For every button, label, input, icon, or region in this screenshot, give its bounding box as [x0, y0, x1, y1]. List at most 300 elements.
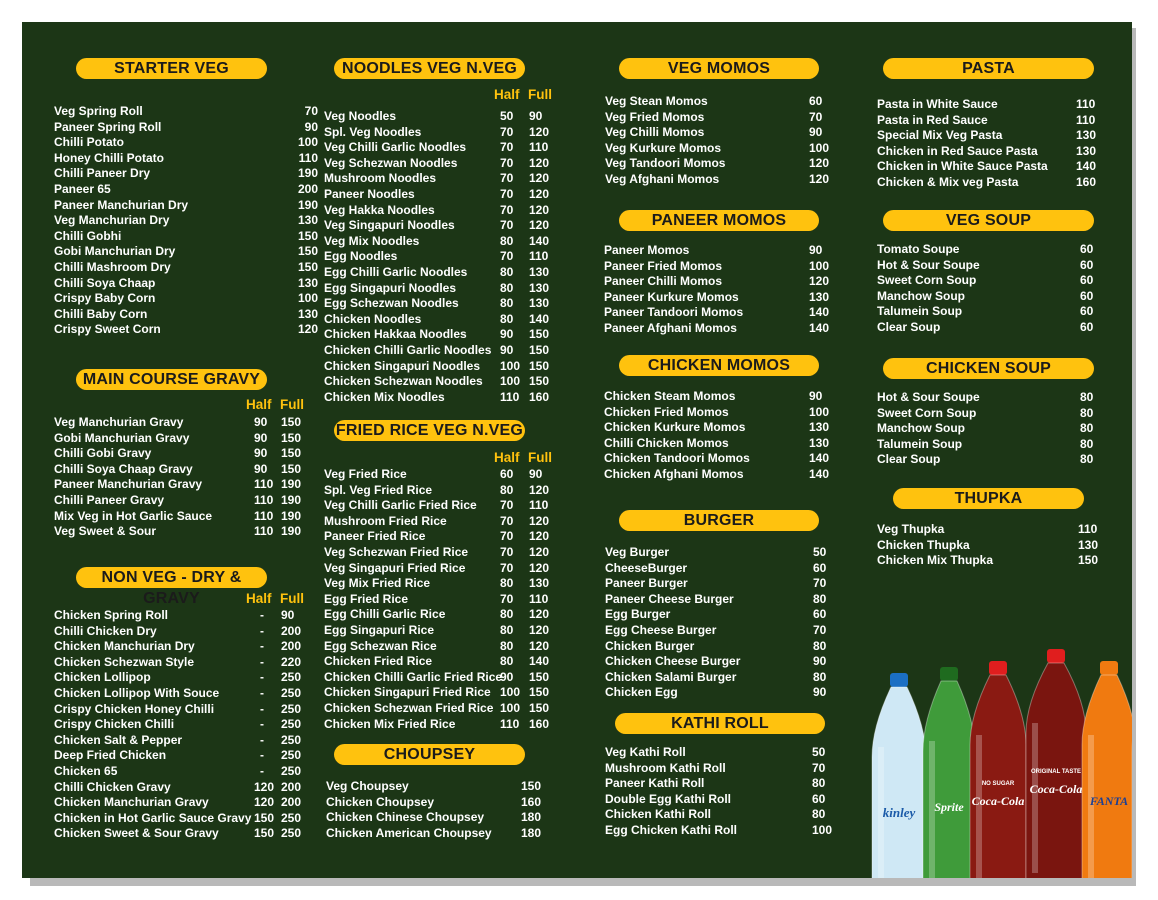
menu-item-name: Paneer Fried Momos — [604, 258, 723, 273]
bottle-4 — [1026, 649, 1086, 878]
menu-item-name: Chicken Hakkaa Noodles — [324, 327, 467, 342]
menu-item-name: Sweet Corn Soup — [877, 273, 977, 288]
menu-item-price: 190 — [297, 197, 318, 212]
menu-item-name: Chicken Salami Burger — [605, 669, 737, 684]
menu-item-half-price: 70 — [500, 529, 514, 544]
menu-item-name: Chicken Spring Roll — [54, 608, 169, 622]
menu-item-name: Chicken Manchurian Gravy — [54, 795, 209, 810]
menu-item-full-price: 110 — [529, 591, 549, 606]
half-label: Half — [494, 87, 520, 102]
menu-item-half-price: 90 — [254, 415, 268, 429]
menu-item-name: Veg Tandoori Momos — [605, 156, 726, 171]
menu-item-price: 70 — [809, 109, 823, 124]
menu-item-name: Egg Singapuri Noodles — [324, 280, 457, 295]
menu-item-name: Hot & Sour Soupe — [877, 390, 980, 404]
menu-item-name: Paneer Cheese Burger — [605, 591, 734, 606]
menu-item-price: 60 — [1080, 273, 1094, 288]
menu-item-half-price: 90 — [500, 669, 514, 684]
menu-item-full-price: 250 — [281, 826, 302, 841]
menu-item-full-price: 120 — [529, 124, 550, 139]
menu-item-name: Veg Kathi Roll — [605, 745, 686, 759]
menu-item-price: 140 — [809, 451, 830, 466]
menu-item-name: Veg Afghani Momos — [605, 171, 720, 186]
menu-item-price: 190 — [297, 166, 318, 181]
menu-item-name: Manchow Soup — [877, 421, 965, 436]
menu-item-full-price: 120 — [529, 186, 550, 201]
menu-item-price: 60 — [1080, 288, 1094, 303]
menu-item-name: Chicken Burger — [605, 638, 695, 653]
soft-drink-bottles-image — [850, 647, 1132, 878]
section-title-main-course-gravy: MAIN COURSE GRAVY — [76, 369, 267, 390]
menu-item-name: Veg Singapuri Noodles — [324, 218, 455, 233]
menu-item-full-price: 150 — [529, 685, 550, 700]
menu-item-price: 140 — [1076, 159, 1097, 174]
menu-item-half-price: 80 — [500, 576, 514, 591]
menu-item-full-price: 150 — [529, 669, 550, 684]
menu-item-name: Honey Chilli Potato — [54, 150, 165, 165]
menu-item-price: 150 — [1078, 553, 1099, 568]
menu-item-price: 130 — [297, 275, 318, 290]
menu-item-name: Double Egg Kathi Roll — [605, 791, 731, 806]
bottle-brand-text: Coca-Cola — [971, 794, 1025, 808]
menu-item-price: 160 — [1076, 174, 1097, 189]
menu-item-name: Egg Schezwan Noodles — [324, 296, 459, 311]
menu-item-full-price: 110 — [529, 140, 549, 155]
menu-item-half-price: 70 — [500, 155, 514, 170]
menu-item-name: Chilli Baby Corn — [54, 306, 148, 321]
menu-item-half-price: 110 — [254, 524, 274, 539]
menu-item-price: 130 — [1076, 128, 1097, 143]
menu-item-name: Veg Manchurian Dry — [54, 213, 170, 228]
menu-item-full-price: 150 — [529, 374, 550, 389]
menu-item-half-price: 90 — [500, 327, 514, 342]
bottle-brand-text: Sprite — [934, 800, 964, 814]
menu-item-name: Paneer Noodles — [324, 186, 415, 201]
menu-item-half-price: 110 — [254, 508, 274, 523]
bottle-1 — [872, 673, 926, 878]
menu-item-name: Veg Sweet & Sour — [54, 524, 157, 539]
menu-item-name: Egg Cheese Burger — [605, 622, 717, 637]
menu-item-name: Chicken Choupsey — [326, 794, 435, 809]
menu-item-price: 100 — [809, 140, 830, 155]
menu-item-full-price: 120 — [529, 560, 550, 575]
menu-item-half-price: - — [260, 670, 264, 685]
menu-item-name: Special Mix Veg Pasta — [877, 128, 1003, 143]
menu-item-price: 200 — [297, 181, 318, 196]
menu-item-full-price: 90 — [529, 467, 543, 481]
menu-item-name: Veg Fried Momos — [605, 109, 705, 124]
menu-item-name: Chicken Noodles — [324, 311, 422, 326]
menu-item-half-price: 80 — [500, 638, 514, 653]
menu-item-price: 90 — [809, 243, 823, 257]
menu-item-name: Paneer Afghani Momos — [604, 320, 737, 335]
section-title-paneer-momos: PANEER MOMOS — [619, 210, 819, 231]
menu-item-price: 80 — [813, 638, 827, 653]
menu-item-half-price: 100 — [500, 700, 521, 715]
menu-item-half-price: 70 — [500, 249, 514, 264]
menu-item-full-price: 120 — [529, 638, 550, 653]
menu-item-full-price: 120 — [529, 218, 550, 233]
menu-item-name: Talumein Soup — [877, 304, 963, 319]
menu-item-price: 130 — [809, 289, 830, 304]
menu-item-name: CheeseBurger — [605, 560, 688, 575]
menu-item-name: Chicken in Hot Garlic Sauce Gravy — [54, 810, 252, 825]
full-label: Full — [528, 450, 552, 465]
menu-item-price: 80 — [1080, 436, 1094, 451]
menu-item-name: Veg Chilli Garlic Fried Rice — [324, 498, 477, 513]
menu-item-half-price: 80 — [500, 482, 514, 497]
menu-item-name: Chicken Mix Thupka — [877, 553, 994, 568]
menu-item-full-price: 90 — [281, 608, 295, 622]
menu-item-name: Paneer Chilli Momos — [604, 274, 723, 289]
section-title-starter-veg: STARTER VEG — [76, 58, 267, 79]
menu-item-name: Gobi Manchurian Gravy — [54, 430, 190, 445]
menu-item-name: Veg Mix Noodles — [324, 233, 420, 248]
menu-item-name: Chicken Schezwan Noodles — [324, 374, 483, 389]
menu-item-full-price: 120 — [529, 202, 550, 217]
menu-item-price: 150 — [297, 259, 318, 274]
full-label: Full — [528, 87, 552, 102]
menu-item-half-price: 150 — [254, 826, 275, 841]
menu-item-name: Veg Burger — [605, 545, 670, 559]
menu-item-name: Chicken 65 — [54, 763, 118, 778]
menu-item-name: Chilli Mashroom Dry — [54, 259, 171, 274]
menu-item-half-price: 80 — [500, 311, 514, 326]
menu-item-name: Chicken Mix Noodles — [324, 389, 445, 404]
menu-item-price: 120 — [809, 171, 830, 186]
menu-item-full-price: 130 — [529, 296, 550, 311]
menu-item-name: Tomato Soupe — [877, 242, 960, 256]
menu-item-price: 90 — [813, 685, 827, 700]
menu-item-price: 110 — [1076, 112, 1096, 127]
menu-item-name: Veg Stean Momos — [605, 94, 708, 108]
bottle-badge-text: ORIGINAL TASTE — [1030, 769, 1082, 775]
menu-item-half-price: 70 — [500, 124, 514, 139]
menu-item-half-price: 70 — [500, 560, 514, 575]
menu-item-full-price: 120 — [529, 529, 550, 544]
menu-item-price: 80 — [1080, 452, 1094, 467]
menu-item-name: Spl. Veg Fried Rice — [324, 482, 433, 497]
menu-item-name: Deep Fried Chicken — [54, 748, 167, 763]
menu-item-name: Egg Chicken Kathi Roll — [605, 822, 738, 837]
menu-item-half-price: 60 — [500, 467, 514, 481]
section-title-non-veg: NON VEG - DRY & GRAVY — [76, 567, 267, 588]
menu-item-full-price: 140 — [529, 233, 550, 248]
section-title-chicken-momos: CHICKEN MOMOS — [619, 355, 819, 376]
menu-item-full-price: 120 — [529, 513, 550, 528]
menu-item-price: 140 — [809, 305, 830, 320]
menu-item-name: Chicken Schezwan Style — [54, 654, 195, 669]
menu-item-price: 110 — [1076, 97, 1096, 111]
menu-item-name: Chilli Chicken Dry — [54, 623, 157, 638]
menu-item-price: 70 — [813, 576, 827, 591]
full-label: Full — [280, 397, 304, 412]
menu-item-name: Chicken Tandoori Momos — [604, 451, 750, 466]
menu-item-price: 80 — [1080, 390, 1094, 404]
menu-item-name: Veg Manchurian Gravy — [54, 415, 184, 429]
menu-item-price: 80 — [813, 669, 827, 684]
menu-item-name: Chilli Soya Chaap — [54, 275, 156, 290]
menu-item-full-price: 150 — [281, 461, 302, 476]
menu-item-half-price: 80 — [500, 264, 514, 279]
menu-item-price: 130 — [297, 213, 318, 228]
menu-item-name: Paneer Tandoori Momos — [604, 305, 744, 320]
menu-item-name: Chicken Lollipop — [54, 670, 151, 685]
menu-item-full-price: 120 — [529, 482, 550, 497]
menu-item-name: Paneer Kathi Roll — [605, 776, 705, 791]
menu-item-half-price: 110 — [254, 492, 274, 507]
menu-item-half-price: - — [260, 685, 264, 700]
menu-item-name: Chicken Afghani Momos — [604, 466, 744, 481]
full-label: Full — [280, 591, 304, 606]
menu-item-name: Egg Chilli Garlic Noodles — [324, 264, 468, 279]
menu-item-half-price: - — [260, 748, 264, 763]
menu-item-price: 100 — [809, 258, 830, 273]
menu-item-half-price: 70 — [500, 544, 514, 559]
menu-item-name: Chilli Potato — [54, 135, 124, 150]
menu-item-price: 100 — [297, 135, 318, 150]
bottle-3 — [970, 661, 1026, 878]
menu-item-name: Chicken Fried Momos — [604, 404, 729, 419]
menu-item-price: 150 — [297, 244, 318, 259]
menu-item-price: 60 — [813, 607, 827, 622]
section-title-kathi-roll: KATHI ROLL — [615, 713, 825, 734]
menu-item-name: Clear Soup — [877, 452, 941, 467]
menu-item-price: 80 — [1080, 421, 1094, 436]
menu-item-name: Egg Fried Rice — [324, 591, 409, 606]
menu-item-full-price: 150 — [529, 327, 550, 342]
bottle-brand-text: FANTA — [1089, 794, 1129, 808]
menu-item-full-price: 190 — [281, 508, 302, 523]
menu-item-name: Mushroom Fried Rice — [324, 513, 447, 528]
menu-item-name: Chicken Salt & Pepper — [54, 732, 183, 747]
menu-item-half-price: 110 — [254, 477, 274, 492]
menu-item-name: Mix Veg in Hot Garlic Sauce — [54, 508, 213, 523]
menu-item-name: Veg Chilli Momos — [605, 125, 705, 140]
menu-item-name: Veg Fried Rice — [324, 467, 407, 481]
menu-item-price: 60 — [813, 560, 827, 575]
menu-item-price: 60 — [1080, 257, 1094, 272]
menu-item-name: Paneer Momos — [604, 243, 690, 257]
menu-item-name: Chilli Gobi Gravy — [54, 446, 152, 461]
menu-item-price: 90 — [304, 119, 318, 134]
menu-item-half-price: 70 — [500, 171, 514, 186]
menu-item-name: Veg Kurkure Momos — [605, 140, 722, 155]
menu-item-price: 180 — [521, 825, 542, 840]
bottle-brand-text: kinley — [882, 805, 916, 820]
menu-item-name: Chicken Schezwan Fried Rice — [324, 700, 494, 715]
bottles-illustration — [850, 647, 1132, 878]
menu-item-half-price: 90 — [254, 446, 268, 461]
menu-item-half-price: 80 — [500, 622, 514, 637]
menu-item-price: 160 — [521, 794, 542, 809]
menu-item-half-price: 110 — [500, 716, 520, 731]
menu-item-full-price: 90 — [529, 109, 543, 123]
menu-item-name: Chicken Manchurian Dry — [54, 639, 195, 654]
menu-item-name: Chicken Kathi Roll — [605, 807, 712, 822]
menu-item-price: 60 — [809, 94, 823, 108]
menu-item-half-price: 70 — [500, 498, 514, 513]
menu-item-half-price: - — [260, 639, 264, 654]
menu-item-name: Paneer Kurkure Momos — [604, 289, 739, 304]
menu-item-price: 110 — [1078, 522, 1098, 536]
menu-item-full-price: 200 — [281, 779, 302, 794]
menu-item-price: 150 — [521, 779, 542, 793]
menu-item-full-price: 150 — [529, 358, 550, 373]
menu-item-name: Veg Thupka — [877, 522, 945, 536]
menu-item-name: Paneer Spring Roll — [54, 119, 162, 134]
menu-item-half-price: 100 — [500, 685, 521, 700]
menu-item-name: Crispy Sweet Corn — [54, 322, 161, 337]
menu-item-full-price: 250 — [281, 763, 302, 778]
bottle-brand-text: Coca-Cola — [1029, 782, 1083, 796]
menu-item-name: Crispy Baby Corn — [54, 291, 156, 306]
half-label: Half — [494, 450, 520, 465]
menu-item-name: Paneer Manchurian Dry — [54, 197, 189, 212]
menu-item-full-price: 110 — [529, 498, 549, 513]
menu-item-name: Crispy Chicken Chilli — [54, 717, 175, 732]
menu-item-full-price: 110 — [529, 249, 549, 264]
menu-item-name: Egg Singapuri Rice — [324, 622, 435, 637]
menu-item-full-price: 190 — [281, 477, 302, 492]
menu-item-price: 100 — [812, 822, 833, 837]
menu-item-price: 120 — [809, 274, 830, 289]
menu-item-full-price: 190 — [281, 524, 302, 539]
menu-item-full-price: 250 — [281, 717, 302, 732]
menu-item-name: Crispy Chicken Honey Chilli — [54, 701, 215, 716]
menu-item-half-price: 90 — [254, 461, 268, 476]
menu-item-half-price: - — [260, 732, 264, 747]
menu-item-name: Chicken Fried Rice — [324, 654, 433, 669]
menu-item-name: Mushroom Noodles — [324, 171, 437, 186]
menu-item-name: Veg Spring Roll — [54, 104, 143, 118]
menu-item-price: 150 — [297, 228, 318, 243]
bottle-badge-text: NO SUGAR — [981, 781, 1015, 787]
menu-item-name: Chicken Chilli Garlic Fried Rice — [324, 669, 503, 684]
menu-item-price: 50 — [812, 745, 826, 759]
menu-item-half-price: 80 — [500, 296, 514, 311]
menu-item-half-price: 70 — [500, 513, 514, 528]
menu-item-name: Chilli Soya Chaap Gravy — [54, 461, 193, 476]
menu-item-price: 130 — [809, 435, 830, 450]
menu-item-name: Chilli Chicken Gravy — [54, 779, 171, 794]
menu-item-price: 60 — [812, 791, 826, 806]
menu-item-name: Egg Noodles — [324, 249, 398, 264]
menu-item-price: 70 — [304, 104, 318, 118]
menu-item-half-price: 70 — [500, 218, 514, 233]
menu-item-name: Chilli Paneer Dry — [54, 166, 151, 181]
bottle-2 — [923, 667, 975, 878]
menu-item-name: Chicken in White Sauce Pasta — [877, 159, 1048, 174]
menu-item-name: Veg Chilli Garlic Noodles — [324, 140, 467, 155]
menu-item-name: Talumein Soup — [877, 436, 963, 451]
section-title-thupka: THUPKA — [893, 488, 1084, 509]
menu-item-price: 60 — [1080, 319, 1094, 334]
menu-item-price: 80 — [1080, 405, 1094, 420]
menu-item-half-price: 80 — [500, 654, 514, 669]
menu-item-full-price: 130 — [529, 576, 550, 591]
menu-item-half-price: - — [260, 654, 264, 669]
menu-item-price: 100 — [809, 404, 830, 419]
menu-item-name: Chicken Thupka — [877, 537, 970, 552]
bottle-5 — [1082, 661, 1132, 878]
menu-item-price: 90 — [813, 654, 827, 669]
menu-item-half-price: 110 — [500, 389, 520, 404]
menu-item-name: Chicken Mix Fried Rice — [324, 716, 456, 731]
menu-item-name: Veg Choupsey — [326, 779, 409, 793]
menu-item-price: 70 — [812, 760, 826, 775]
menu-item-full-price: 250 — [281, 685, 302, 700]
menu-item-full-price: 250 — [281, 701, 302, 716]
menu-item-name: Chicken Steam Momos — [604, 389, 736, 403]
menu-item-half-price: 90 — [254, 430, 268, 445]
menu-item-full-price: 140 — [529, 654, 550, 669]
menu-item-name: Chicken Kurkure Momos — [604, 420, 746, 435]
menu-item-name: Pasta in Red Sauce — [877, 112, 988, 127]
menu-item-name: Mushroom Kathi Roll — [605, 760, 726, 775]
menu-item-name: Egg Schezwan Rice — [324, 638, 437, 653]
menu-item-price: 70 — [813, 622, 827, 637]
section-title-veg-momos: VEG MOMOS — [619, 58, 819, 79]
menu-item-full-price: 250 — [281, 810, 302, 825]
menu-item-full-price: 120 — [529, 171, 550, 186]
menu-item-full-price: 120 — [529, 544, 550, 559]
menu-item-name: Paneer Burger — [605, 576, 688, 591]
half-label: Half — [246, 591, 272, 606]
menu-item-price: 130 — [1078, 537, 1099, 552]
menu-item-half-price: 120 — [254, 779, 275, 794]
menu-item-price: 60 — [1080, 304, 1094, 319]
menu-item-full-price: 130 — [529, 280, 550, 295]
section-title-chicken-soup: CHICKEN SOUP — [883, 358, 1094, 379]
menu-item-full-price: 160 — [529, 716, 550, 731]
menu-item-half-price: 70 — [500, 591, 514, 606]
menu-item-name: Chilli Chicken Momos — [604, 435, 729, 450]
menu-item-half-price: 100 — [500, 358, 521, 373]
menu-item-price: 50 — [813, 545, 827, 559]
menu-item-price: 90 — [809, 125, 823, 140]
menu-item-price: 100 — [297, 291, 318, 306]
menu-item-name: Chicken & Mix veg Pasta — [877, 174, 1019, 189]
menu-item-half-price: 70 — [500, 202, 514, 217]
menu-item-name: Egg Chilli Garlic Rice — [324, 607, 446, 622]
menu-item-half-price: 80 — [500, 280, 514, 295]
menu-item-full-price: 130 — [529, 264, 550, 279]
menu-item-price: 80 — [813, 591, 827, 606]
menu-item-full-price: 150 — [529, 342, 550, 357]
menu-item-price: 130 — [809, 420, 830, 435]
menu-item-full-price: 150 — [529, 700, 550, 715]
menu-item-half-price: 50 — [500, 109, 514, 123]
menu-item-price: 140 — [809, 320, 830, 335]
menu-item-name: Paneer Manchurian Gravy — [54, 477, 203, 492]
menu-item-full-price: 220 — [281, 654, 302, 669]
menu-item-half-price: 90 — [500, 342, 514, 357]
menu-item-name: Paneer 65 — [54, 181, 111, 196]
menu-item-name: Hot & Sour Soupe — [877, 257, 980, 272]
menu-item-name: Chicken Chinese Choupsey — [326, 810, 485, 825]
menu-item-name: Sweet Corn Soup — [877, 405, 977, 420]
section-title-fried-rice: FRIED RICE VEG N.VEG — [335, 422, 524, 439]
menu-item-full-price: 200 — [281, 639, 302, 654]
menu-item-price: 180 — [521, 810, 542, 825]
menu-item-half-price: 70 — [500, 186, 514, 201]
menu-item-half-price: 150 — [254, 810, 275, 825]
menu-item-price: 80 — [812, 776, 826, 791]
half-label: Half — [246, 397, 272, 412]
menu-item-name: Veg Mix Fried Rice — [324, 576, 431, 591]
menu-item-name: Chicken Chilli Garlic Noodles — [324, 342, 492, 357]
